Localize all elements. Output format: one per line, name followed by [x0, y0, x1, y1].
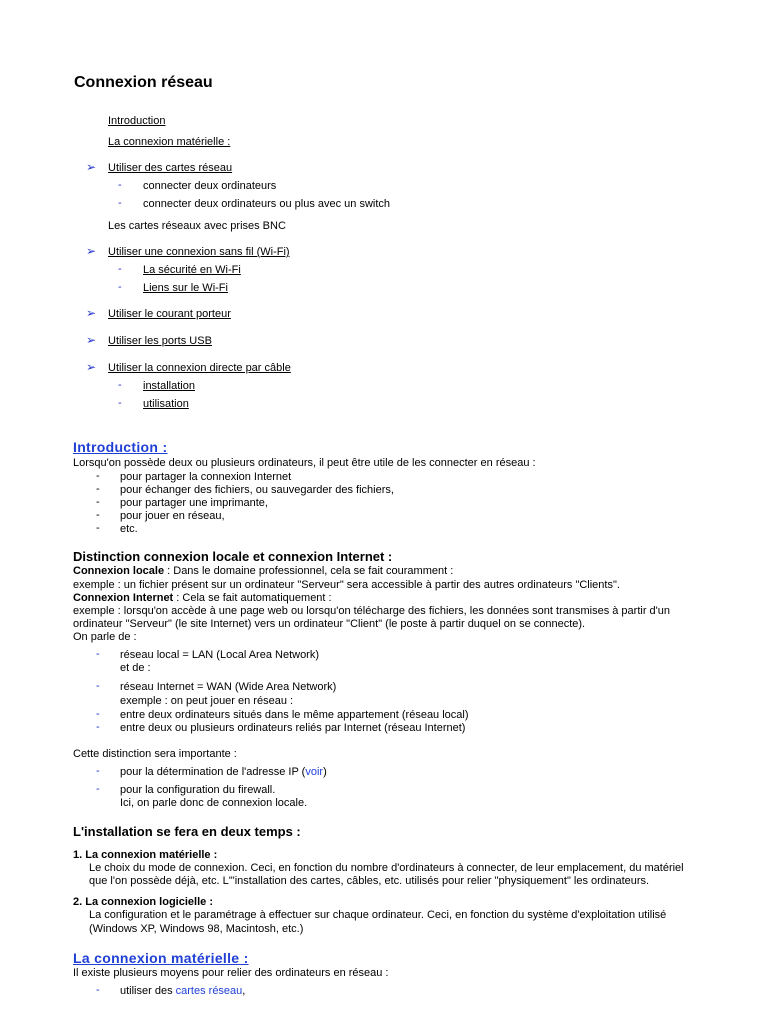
- step2-text-2: (Windows XP, Windows 98, Macintosh, etc.): [89, 923, 304, 935]
- dash-bullet: -: [96, 783, 100, 795]
- lan-item: réseau local = LAN (Local Area Network): [120, 649, 320, 661]
- arrow-bullet-icon: ➢: [86, 306, 97, 320]
- dash-bullet: -: [118, 263, 122, 275]
- dash-bullet: -: [118, 179, 122, 191]
- dash-bullet: -: [118, 281, 122, 293]
- internet-game-item: entre deux ou plusieurs ordinateurs reliés par Internet (réseau Internet): [120, 722, 466, 734]
- toc-item-bnc: Les cartes réseaux avec prises BNC: [108, 220, 286, 232]
- firewall-item: pour la configuration du firewall.: [120, 784, 276, 796]
- cartes-reseau-link[interactable]: cartes réseau: [175, 985, 243, 997]
- wan-example: exemple : on peut jouer en réseau :: [120, 695, 294, 707]
- dash-bullet: -: [118, 197, 122, 209]
- ip-close: ): [323, 766, 327, 778]
- introduction-item: pour jouer en réseau,: [120, 510, 225, 522]
- section-heading-distinction: Distinction connexion locale et connexion Internet :: [73, 549, 393, 564]
- section-heading-introduction: Introduction :: [73, 439, 168, 455]
- step2-text-1: La configuration et le paramétrage à effectuer sur chaque ordinateur. Ceci, en fonction du système d'exploitation utilisé: [89, 909, 667, 921]
- toc-link-materielle[interactable]: La connexion matérielle :: [108, 136, 231, 148]
- arrow-bullet-icon: ➢: [86, 160, 97, 174]
- toc-item-cartes-sub2: connecter deux ordinateurs ou plus avec un switch: [143, 198, 391, 210]
- toc-link-introduction[interactable]: Introduction: [108, 115, 166, 127]
- introduction-item: pour échanger des fichiers, ou sauvegarder des fichiers,: [120, 484, 394, 496]
- ip-item: [120, 766, 327, 778]
- dash-bullet: -: [96, 721, 100, 733]
- dash-bullet: -: [96, 483, 100, 495]
- materielle-item-cartes: [120, 985, 245, 997]
- firewall-note: Ici, on parle donc de connexion locale.: [120, 797, 308, 809]
- step1-title: 1. La connexion matérielle :: [73, 849, 218, 861]
- internet-label: Connexion Internet: [73, 592, 174, 604]
- wan-item: réseau Internet = WAN (Wide Area Network): [120, 681, 337, 693]
- arrow-bullet-icon: ➢: [86, 360, 97, 374]
- toc-link-cpl[interactable]: Utiliser le courant porteur: [108, 308, 231, 320]
- materielle-item-end: ,: [242, 985, 246, 997]
- introduction-item: pour partager une imprimante,: [120, 497, 268, 509]
- dash-bullet: -: [96, 496, 100, 508]
- locale-text: : Dans le domaine professionnel, cela se fait couramment :: [164, 565, 454, 577]
- toc-link-usb[interactable]: Utiliser les ports USB: [108, 335, 212, 347]
- dash-bullet: -: [96, 509, 100, 521]
- arrow-bullet-icon: ➢: [86, 244, 97, 258]
- dash-bullet: -: [118, 397, 122, 409]
- locale-label: Connexion locale: [73, 565, 165, 577]
- dash-bullet: -: [96, 765, 100, 777]
- materielle-text: Il existe plusieurs moyens pour relier des ordinateurs en réseau :: [73, 967, 389, 979]
- step2-title: 2. La connexion logicielle :: [73, 896, 213, 908]
- locale-line: [73, 565, 453, 577]
- internet-example-2: ordinateur "Serveur" (le site Internet) vers un ordinateur "Client" (le poste à partir duquel on se connecte).: [73, 618, 586, 630]
- local-game-item: entre deux ordinateurs situés dans le même appartement (réseau local): [120, 709, 469, 721]
- arrow-bullet-icon: ➢: [86, 333, 97, 347]
- toc-link-installation[interactable]: installation: [143, 380, 195, 392]
- on-parle-text: On parle de :: [73, 631, 137, 643]
- ip-text: pour la détermination de l'adresse IP (: [120, 766, 306, 778]
- section-heading-materielle: La connexion matérielle :: [73, 950, 249, 966]
- voir-link[interactable]: voir: [305, 766, 324, 778]
- internet-text: : Cela se fait automatiquement :: [173, 592, 332, 604]
- introduction-item: etc.: [120, 523, 138, 535]
- toc-link-utilisation[interactable]: utilisation: [143, 398, 189, 410]
- internet-example-1: exemple : lorsqu'on accède à une page web ou lorsqu'on télécharge des fichiers, les données sont transmises à partir d'un: [73, 605, 670, 617]
- step1-text-1: Le choix du mode de connexion. Ceci, en fonction du nombre d'ordinateurs à connecter, de leur emplacement, du matériel: [89, 862, 684, 874]
- toc-link-wifi-liens[interactable]: Liens sur le Wi-Fi: [143, 282, 228, 294]
- dash-bullet: -: [96, 470, 100, 482]
- toc-link-direct[interactable]: Utiliser la connexion directe par câble: [108, 362, 291, 374]
- dash-bullet: -: [96, 648, 100, 660]
- dash-bullet: -: [96, 984, 100, 996]
- toc-link-cartes[interactable]: Utiliser des cartes réseau: [108, 162, 233, 174]
- toc-link-wifi-securite[interactable]: La sécurité en Wi-Fi: [143, 264, 241, 276]
- section-heading-installation: L'installation se fera en deux temps :: [73, 824, 301, 839]
- dash-bullet: -: [96, 680, 100, 692]
- internet-line: [73, 592, 332, 604]
- locale-example: exemple : un fichier présent sur un ordinateur "Serveur" sera accessible à partir des autres ordinateurs "Clients".: [73, 579, 620, 591]
- materielle-item-text: utiliser des: [120, 985, 176, 997]
- dash-bullet: -: [96, 522, 100, 534]
- toc-link-wifi[interactable]: Utiliser une connexion sans fil (Wi-Fi): [108, 246, 290, 258]
- importance-text: Cette distinction sera importante :: [73, 748, 237, 760]
- introduction-text: Lorsqu'on possède deux ou plusieurs ordinateurs, il peut être utile de les connecter en réseau :: [73, 457, 536, 469]
- page-title: Connexion réseau: [74, 74, 213, 91]
- step1-text-2: que l'on possède déjà, etc. L'"installation des cartes, câbles, etc. utilisés pour relier "physiquement" les ordinateurs.: [89, 875, 650, 887]
- et-de-text: et de :: [120, 662, 151, 674]
- dash-bullet: -: [96, 708, 100, 720]
- toc-item-cartes-sub1: connecter deux ordinateurs: [143, 180, 277, 192]
- dash-bullet: -: [118, 379, 122, 391]
- introduction-item: pour partager la connexion Internet: [120, 471, 292, 483]
